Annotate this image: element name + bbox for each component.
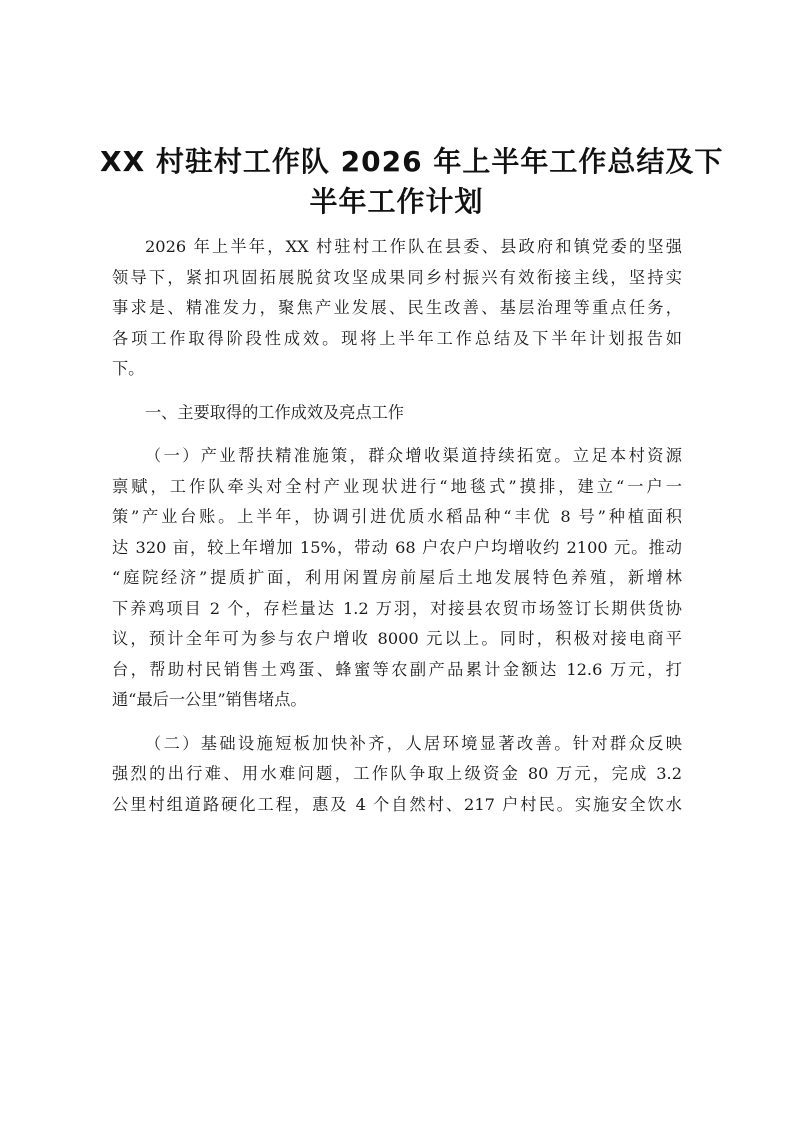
text-line: 事求是、精准发力，聚焦产业发展、民生改善、基层治理等重点任务，	[112, 298, 682, 317]
paragraph-infrastructure	[112, 729, 682, 821]
text-line: 议，预计全年可为参与农户增收 8000 元以上。同时，积极对接电商平	[112, 629, 682, 648]
text-line: 策”产业台账。上半年，协调引进优质水稻品种“丰优 8 号”种植面积	[112, 507, 682, 526]
text-line: 各项工作取得阶段性成效。现将上半年工作总结及下半年计划报告如	[112, 328, 682, 348]
text-line: 通“最后一公里”销售堵点。	[112, 690, 307, 709]
text-line: 强烈的出行难、用水难问题，工作队争取上级资金 80 万元，完成 3.2	[112, 764, 682, 783]
title-line-1: XX 村驻村工作队 2026 年上半年工作总结及下	[100, 145, 724, 178]
text-line: “庭院经济”提质扩面，利用闲置房前屋后土地发展特色养殖，新增林	[112, 568, 682, 587]
section-heading	[112, 398, 682, 429]
paragraph-spacer	[112, 716, 682, 729]
text-line: 台，帮助村民销售土鸡蛋、蜂蜜等农副产品累计金额达 12.6 万元，打	[112, 659, 682, 679]
text-line: （一）产业帮扶精准施策，群众增收渠道持续拓宽。立足本村资源	[145, 446, 682, 465]
paragraph-spacer	[112, 428, 682, 441]
paragraph-intro	[112, 232, 682, 385]
text-line: 公里村组道路硬化工程，惠及 4 个自然村、217 户村民。实施安全饮水	[112, 794, 682, 814]
paragraph-industry-support	[112, 441, 682, 716]
text-line: 达 320 亩，较上年增加 15%，带动 68 户农户户均增收约 2100 元。推动	[112, 537, 682, 557]
text-line: 下。	[112, 359, 145, 378]
paragraph-spacer	[112, 385, 682, 398]
section-heading-text: 一、主要取得的工作成效及亮点工作	[145, 402, 404, 422]
text-line: （二）基础设施短板加快补齐，人居环境显著改善。针对群众反映	[145, 733, 682, 753]
text-line: 禀赋，工作队牵头对全村产业现状进行“地毯式”摸排，建立“一户一	[112, 476, 682, 496]
text-line: 2026 年上半年，XX 村驻村工作队在县委、县政府和镇党委的坚强	[145, 237, 682, 256]
document-body	[112, 232, 682, 820]
text-line: 下养鸡项目 2 个，存栏量达 1.2 万羽，对接县农贸市场签订长期供货协	[112, 598, 682, 618]
title-line-2: 半年工作计划	[309, 185, 484, 218]
text-line: 领导下，紧扣巩固拓展脱贫攻坚成果同乡村振兴有效衔接主线，坚持实	[112, 267, 682, 287]
document-title	[100, 142, 724, 222]
